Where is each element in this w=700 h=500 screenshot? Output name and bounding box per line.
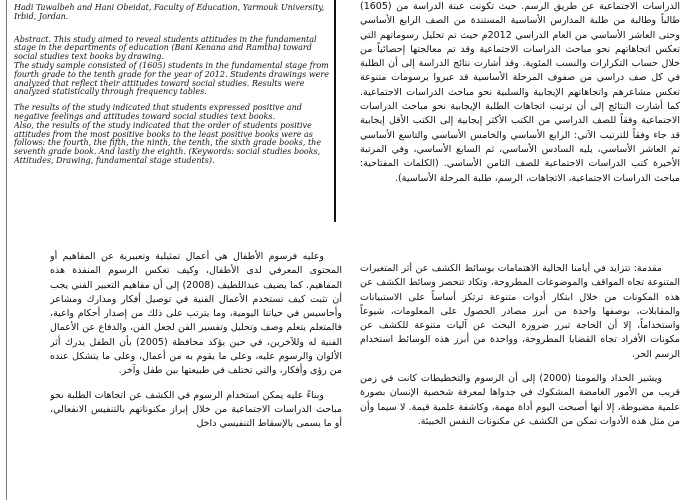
arabic-introduction-column [360,262,680,429]
body-paragraph-2: ويشير الحداد والمومنا (2000) إلى أن الرسوم والتخطيطات كانت في زمن قريب من الأمور الغامضة المشكوك في جدواها لمعرفة شخصية الإنسان بصورة علمية مضبوطة، إلا أنها أصبحت اليوم أداة مهمة، وكاشفة علمية قيمة. لا سيما وأن من مثل هذه الأدوات تمكن من الكشف عن مكنونات النفس الخبيئة. [360,373,680,427]
english-abstract-column [14,0,334,166]
abstract-paragraph-3: The results of the study indicated that students expressed positive and negative feelings and attitudes toward social studies text books. [14,103,302,121]
column-divider [334,0,336,222]
abstract-paragraph-4: Also, the results of the study indicated that the order of students positive attitudes from the most positive books to the least positive books were as follows: the fourth, the fifth, the ninth, the tenth, the sixth grade books, the seventh grade book. And lastly the eighth. (Keywords: social studies books, Attitudes, Drawing, fundamental stage students). [14,120,322,165]
introduction-paragraph: مقدمة: تتزايد في أيامنا الحالية الاهتمامات بوسائط الكشف عن أثر المتغيرات المتنوعة تجاه المواقف والموضوعات المطروحة، وتكاد تنحصر وسائط الكشف عن هذه المكونات من خلال ابتكار أدوات متنوعة ترتكز أساساً على الاستبيانات والمقابلات، بوصفها واحدة من أبرز مصادر الحصول على المعلومات، شيوعاً واستخداماً، إلا أن الحاجة تبرز ضرورة البحث عن آليات متنوعة للكشف عن مكونات الأفراد تجاه القضايا المطروحة، وواحدة من أبرز هذه الوسائط استخدام الرسم الحر. [360,263,680,360]
author-affiliation: Hadi Tawalbeh and Hani Obeidat, Faculty of Education, Yarmouk University, Irbid, Jordan. [14,3,325,21]
left-paragraph-2: وبناءً عليه يمكن استخدام الرسوم في الكشف عن اتجاهات الطلبة نحو مباحث الدراسات الاجتماعية من خلال إبراز مكنوناتهم بالتنفيس الانفعالي، أو ما يسمى بالإسقاط التنفيسي داخل [50,389,342,430]
arabic-left-column [50,250,342,432]
page-margin-rule [6,0,7,500]
left-paragraph-1: وعليه فرسوم الأطفال هي أعمال تمثيلية وتعبيرية عن المفاهيم أو المحتوى المعرفي لدى الأطفال، وكيف تعكس الرسوم المنفذة هذه المفاهيم. كما يضيف عبداللطيف (2008) إلى أن مفاهيم التعبير الفني يجب أن تثبت كيف تستخدم الأعمال الفنية في توصيل أفكار ومدارك ومشاعر وأحاسيس في حياتنا اليومية، وما يترتب على ذلك من إصدار أحكام واعية، فالمتعلم يتعلم وصف وتحليل وتفسير الفن لجعل الفن، والدفاع عن الأعمال الفنية له وللآخرين، في حين يؤكد محافظة (2005) بأن الطفل يدرك أثر الألوان والرسوم عليه، وعلى ما يقوم به من أعمال، وعلى ما يتشكل عنده من رؤى وأفكار، والتي تختلف في طبيعتها بين طفل وآخر. [50,251,342,377]
abstract-paragraph-1: Abstract. This study aimed to reveal students attitudes in the fundamental stage in the departments of education (Bani Kenana and Ramtha) toward social studies text books by drawing. [14,34,317,62]
abstract-paragraph-2: The study sample consisted of (1605) students in the fundamental stage from fourth grade to the tenth grade for the year of 2012. Students drawings were analyzed that reflect their attitudes toward social studies. Results were analyzed statistically through frequency tables. [14,60,329,97]
arabic-abstract-continuation [360,0,680,186]
arabic-abstract-text: الدراسات الاجتماعية عن طريق الرسم. حيث تكونت عينة الدراسة من (1605) طالباً وطالبة من طلبة المدارس الأساسية المستندة من الصف الرابع الأساسي وحتى العاشر الأساسي من العام الدراسي 2012م حيث تم تحليل رسوماتهم التي تعكس اتجاهاتهم نحو مباحث الدراسات الاجتماعية وقد تم معالجتها إحصائياً من خلال حساب التكرارات والنسب المئوية. وقد أشارت نتائج الدراسة إلى أن الطلبة في كل صف دراسي من صفوف المرحلة الأساسية قد عبروا برسومات متنوعة تعكس مشاعرهم واتجاهاتهم الإيجابية والسلبية نحو مباحث الدراسات الاجتماعية. كما أشارت النتائج إلى أن ترتيب اتجاهات الطلبة الإيجابية نحو مباحث الدراسات الاجتماعية وفقاً للصف الدراسي من الكتب الأكثر إيجابية إلى الكتب الأقل إيجابية قد جاء وفقاً للترتيب الآتي: الرابع الأساسي والخامس الأساسي والتاسع الأساسي ثم العاشر الأساسي، يليه السادس الأساسي، ثم السابع الأساسي، وفي المرتبة الأخيرة كتب الدراسات الاجتماعية للصف الثامن الأساسي. (الكلمات المفتاحية: مباحث الدراسات الاجتماعية، الاتجاهات، الرسم، طلبة المرحلة الأساسية). [360,1,680,184]
